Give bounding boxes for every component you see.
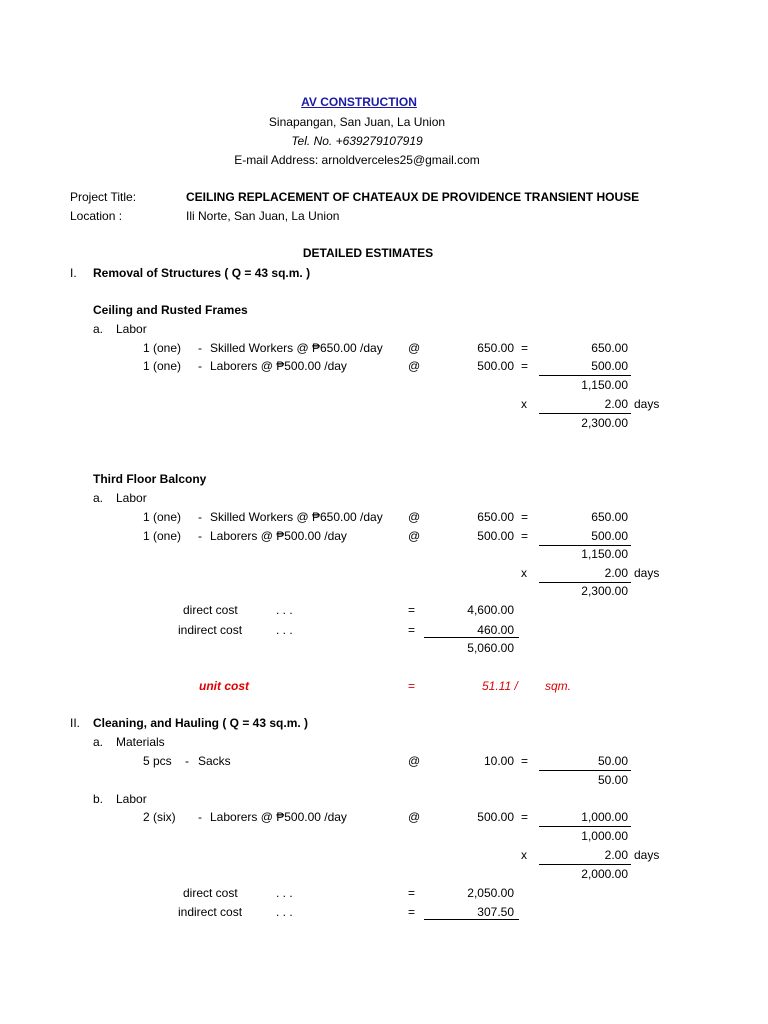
labor-label: Labor [116, 792, 147, 806]
project-title-value: CEILING REPLACEMENT OF CHATEAUX DE PROVIDENCE TRANSIENT HOUSE [186, 190, 640, 204]
row-at: @ [408, 810, 421, 824]
row-qty: 5 pcs [143, 754, 172, 768]
unit-cost-equals: = [408, 679, 416, 693]
row-rate: 650.00 [477, 341, 514, 355]
row-equals: = [521, 341, 529, 355]
materials-total: 50.00 [597, 773, 628, 787]
indirect-cost-label: indirect cost [178, 905, 243, 919]
row-rate: 10.00 [483, 754, 514, 768]
row-description: Skilled Workers @ ₱650.00 /day [210, 341, 383, 355]
direct-cost-equals: = [408, 603, 416, 617]
row-dash: - [198, 359, 202, 373]
row-dash: - [185, 754, 189, 768]
labor-total: 2,300.00 [581, 416, 628, 430]
indirect-cost-label: indirect cost [178, 623, 243, 637]
days-value: 2.00 [604, 848, 628, 862]
total-cost-value: 5,060.00 [467, 641, 514, 655]
row-description: Laborers @ ₱500.00 /day [210, 810, 347, 824]
row-amount: 500.00 [591, 529, 628, 543]
row-rate: 500.00 [477, 359, 514, 373]
row-amount: 1,000.00 [581, 810, 628, 824]
subsection-ceiling-title: Ceiling and Rusted Frames [93, 303, 248, 317]
row-equals: = [521, 510, 529, 524]
multiply-sign: x [521, 848, 527, 862]
row-at: @ [408, 754, 421, 768]
section-2-title: Cleaning, and Hauling ( Q = 43 sq.m. ) [93, 716, 309, 730]
row-equals: = [521, 359, 529, 373]
leader-dots: . . . [276, 905, 293, 919]
direct-cost-label: direct cost [183, 886, 238, 900]
indirect-cost-value: 460.00 [477, 623, 514, 637]
section-1-title: Removal of Structures ( Q = 43 sq.m. ) [93, 266, 311, 280]
sum-underline [424, 637, 519, 638]
row-at: @ [408, 529, 421, 543]
row-at: @ [408, 341, 421, 355]
indirect-cost-value: 307.50 [477, 905, 514, 919]
row-description: Sacks [198, 754, 231, 768]
labor-label: Labor [116, 491, 147, 505]
materials-letter: a. [93, 735, 104, 749]
unit-cost-label: unit cost [199, 679, 249, 693]
labor-total: 2,000.00 [581, 867, 628, 881]
project-title-label: Project Title: [70, 190, 137, 204]
unit-cost-value: 51.11 / [482, 679, 518, 693]
row-amount: 650.00 [591, 341, 628, 355]
days-value: 2.00 [604, 566, 628, 580]
direct-cost-value: 2,050.00 [467, 886, 514, 900]
days-label: days [634, 397, 660, 411]
sum-underline [539, 770, 631, 771]
subsection-balcony-title: Third Floor Balcony [93, 472, 207, 486]
row-amount: 650.00 [591, 510, 628, 524]
labor-letter: b. [93, 792, 104, 806]
row-amount: 50.00 [597, 754, 628, 768]
company-address: Sinapangan, San Juan, La Union [268, 115, 446, 129]
indirect-cost-equals: = [408, 623, 416, 637]
row-equals: = [521, 810, 529, 824]
row-amount: 500.00 [591, 359, 628, 373]
row-description: Laborers @ ₱500.00 /day [210, 529, 347, 543]
row-qty: 1 (one) [143, 529, 182, 543]
location-value: Ili Norte, San Juan, La Union [186, 209, 340, 223]
row-qty: 2 (six) [143, 810, 176, 824]
row-description: Skilled Workers @ ₱650.00 /day [210, 510, 383, 524]
labor-subtotal: 1,150.00 [581, 378, 628, 392]
leader-dots: . . . [276, 886, 293, 900]
indirect-cost-equals: = [408, 905, 416, 919]
sum-underline [424, 919, 519, 920]
row-at: @ [408, 510, 421, 524]
materials-label: Materials [116, 735, 165, 749]
sum-underline [539, 582, 631, 583]
direct-cost-label: direct cost [183, 603, 238, 617]
days-label: days [634, 566, 660, 580]
labor-total: 2,300.00 [581, 584, 628, 598]
row-at: @ [408, 359, 421, 373]
sum-underline [539, 826, 631, 827]
labor-subtotal: 1,000.00 [581, 829, 628, 843]
row-rate: 500.00 [477, 810, 514, 824]
leader-dots: . . . [276, 623, 293, 637]
labor-label: Labor [116, 322, 147, 336]
direct-cost-equals: = [408, 886, 416, 900]
row-dash: - [198, 341, 202, 355]
section-2-number: II. [70, 716, 81, 730]
page-heading: DETAILED ESTIMATES [302, 246, 434, 260]
direct-cost-value: 4,600.00 [467, 603, 514, 617]
multiply-sign: x [521, 566, 527, 580]
row-equals: = [521, 529, 529, 543]
location-label: Location : [70, 209, 123, 223]
labor-letter: a. [93, 491, 104, 505]
sum-underline [539, 413, 631, 414]
row-rate: 650.00 [477, 510, 514, 524]
row-qty: 1 (one) [143, 341, 182, 355]
row-dash: - [198, 529, 202, 543]
labor-letter: a. [93, 322, 104, 336]
row-description: Laborers @ ₱500.00 /day [210, 359, 347, 373]
days-value: 2.00 [604, 397, 628, 411]
labor-subtotal: 1,150.00 [581, 547, 628, 561]
sum-underline [539, 545, 631, 546]
row-qty: 1 (one) [143, 359, 182, 373]
leader-dots: . . . [276, 603, 293, 617]
company-email: E-mail Address: arnoldverceles25@gmail.com [234, 153, 480, 167]
multiply-sign: x [521, 397, 527, 411]
row-qty: 1 (one) [143, 510, 182, 524]
row-dash: - [198, 810, 202, 824]
row-rate: 500.00 [477, 529, 514, 543]
row-dash: - [198, 510, 202, 524]
unit-cost-unit: sqm. [545, 679, 572, 693]
company-tel: Tel. No. +639279107919 [291, 134, 423, 148]
days-label: days [634, 848, 660, 862]
row-equals: = [521, 754, 529, 768]
sum-underline [539, 864, 631, 865]
sum-underline [539, 375, 631, 376]
section-1-number: I. [70, 266, 77, 280]
company-name: AV CONSTRUCTION [301, 95, 417, 109]
